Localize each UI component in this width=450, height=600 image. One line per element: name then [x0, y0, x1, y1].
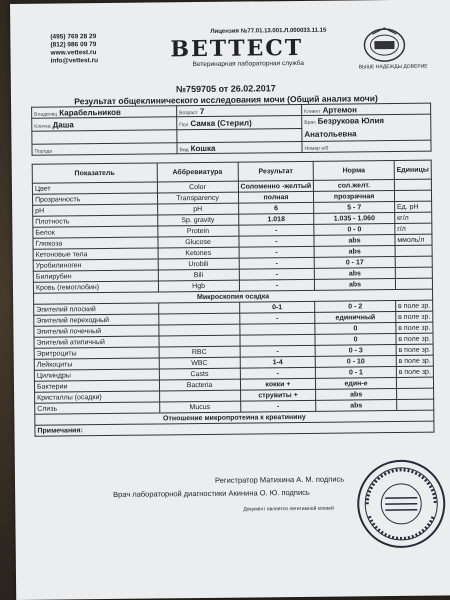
unit-value: в поле зр. — [396, 366, 433, 377]
license-number: Лицензия №77.01.13.001.Л.000033.11.15 — [210, 27, 327, 35]
abbreviation: Urobili — [158, 258, 239, 270]
registrar-signature: Регистратор Матихина А. М. подпись — [214, 474, 345, 485]
norm-value: единичный — [315, 311, 396, 323]
unit-value — [396, 388, 433, 399]
logo-caption: ВЫШЕ НАДЕЖДЫ ДОВЕРИЕ — [358, 63, 428, 71]
result-value: 6 — [238, 202, 314, 214]
result-value — [240, 334, 316, 346]
result-value: струвиты + — [240, 389, 316, 401]
norm-value: 1.035 - 1.060 — [314, 212, 395, 224]
unit-value — [396, 399, 433, 410]
indicator-name: Лейкоциты — [34, 358, 159, 370]
result-value: 0-1 — [239, 301, 315, 313]
result-value: Соломенно -желтый — [238, 180, 314, 192]
indicator-name: Эпителий почечный — [34, 325, 159, 337]
unit-value: Ед. pH — [394, 201, 431, 212]
abbreviation: Mucus — [159, 401, 240, 413]
norm-value: 0 - 2 — [315, 300, 396, 312]
result-value: 1.018 — [238, 213, 314, 225]
phone-1: (495) 769 28 29 — [50, 33, 97, 41]
norm-value: 0 - 17 — [314, 256, 395, 268]
norm-value: abs — [314, 245, 395, 257]
indicator-name: Кристаллы (осадки) — [35, 391, 160, 403]
col-norm: Норма — [313, 160, 394, 180]
abbreviation: Glucose — [158, 236, 239, 248]
breed-cell: Порода — [32, 143, 177, 156]
result-value: - — [238, 224, 314, 236]
col-abbreviation: Аббревиатура — [157, 162, 238, 182]
sex-cell: Пол Самка (Стерил) — [177, 115, 302, 129]
unit-value — [395, 245, 432, 256]
indicator-name: Кровь (гемоглобин) — [33, 281, 158, 293]
norm-value: 0 - 1 — [316, 366, 397, 378]
unit-value — [394, 179, 431, 190]
indicator-name: Цилиндры — [34, 369, 159, 381]
unit-value: в поле зр. — [396, 344, 433, 355]
abbreviation: RBC — [159, 346, 240, 358]
norm-value: един-е — [316, 377, 397, 389]
norm-value: abs — [315, 278, 396, 290]
indicator-name: Кетоновые тела — [33, 248, 158, 260]
result-value: 1-4 — [240, 356, 316, 368]
abbreviation: Protein — [157, 225, 238, 237]
unit-value: в поле зр. — [396, 311, 433, 322]
unit-value: г/л — [395, 223, 432, 234]
result-value: полная — [238, 191, 314, 203]
norm-value: 0 — [315, 333, 396, 345]
abbreviation: Color — [157, 181, 238, 193]
indicator-name: Плотность — [33, 215, 158, 227]
indicator-name: Эпителий атипичный — [34, 336, 159, 348]
indicator-name: Цвет — [32, 182, 157, 194]
unit-value: ммоль/л — [395, 234, 432, 245]
result-value: - — [239, 246, 315, 258]
norm-value: 5 - 7 — [314, 201, 395, 213]
result-value: - — [240, 400, 316, 412]
abbreviation — [158, 302, 239, 314]
lab-report-sheet — [10, 0, 450, 600]
norm-value: прозрачная — [314, 190, 395, 202]
unit-value — [395, 267, 432, 278]
report-title: Результат общеклинического исследования мочи (Общий анализ мочи) — [74, 93, 378, 107]
notes-row: Примечания: — [35, 421, 434, 436]
result-value — [239, 323, 315, 335]
brand-subtitle: Ветеринарная лабораторная служба — [192, 59, 305, 69]
indicator-name: Билирубин — [33, 270, 158, 282]
abbreviation: pH — [157, 203, 238, 215]
indicator-name: Уробилиноген — [33, 259, 158, 271]
indicator-name: Эпителий переходный — [34, 314, 159, 326]
microscopy-section-title: Микроскопия осадка — [34, 289, 433, 304]
norm-value: 0 - 10 — [315, 355, 396, 367]
brand-name: ВЕТТЕСТ — [170, 34, 304, 63]
col-units: Единицы — [394, 160, 431, 179]
abbreviation: Transparency — [157, 192, 238, 204]
owner-cell: Владелец Карабельников — [32, 106, 177, 119]
nickname-cell: Кличка Даша — [32, 117, 177, 132]
result-value: - — [240, 367, 316, 379]
abbreviation — [159, 335, 240, 347]
col-result: Результат — [238, 161, 314, 181]
results-table — [32, 160, 435, 437]
unit-value — [395, 256, 432, 267]
unit-value: в поле зр. — [395, 300, 432, 311]
abbreviation: Ketones — [158, 247, 239, 259]
col-indicator: Показатель — [32, 163, 157, 183]
indicator-name: Слизь — [35, 402, 160, 414]
contacts-block — [50, 33, 98, 65]
indicator-name: Эпителий плоский — [34, 303, 159, 315]
unit-value — [395, 278, 432, 289]
species-cell: Вид Кошка — [177, 141, 302, 153]
indicator-name: Эритроциты — [34, 347, 159, 359]
result-value: - — [239, 235, 315, 247]
indicator-name: Прозрачность — [32, 193, 157, 205]
phone-2: (812) 986 09 79 — [50, 41, 97, 49]
doctor-cell: Врач Безрукова Юлия Анатольевна — [302, 114, 431, 141]
unit-value: в поле зр. — [396, 322, 433, 333]
result-value: - — [239, 257, 315, 269]
abbreviation: Bili — [158, 269, 239, 281]
norm-value: 0 - 0 — [314, 223, 395, 235]
abbreviation: Casts — [159, 368, 240, 380]
doctor-signature: Врач лабораторной диагностики Акинина О. Ю. подпись — [113, 487, 310, 499]
report-number: №759705 от 26.02.2017 — [175, 83, 276, 95]
norm-value: 0 — [315, 322, 396, 334]
result-value: - — [240, 345, 316, 357]
legitimacy-note: Документ является легитимной копией — [243, 505, 334, 513]
indicator-name: Бактерии — [34, 380, 159, 392]
lab-stamp-icon — [355, 457, 448, 550]
unit-value: в поле зр. — [396, 333, 433, 344]
unit-value — [394, 190, 431, 201]
card-cell: Номер и/б — [302, 140, 431, 152]
norm-value: abs — [316, 388, 397, 400]
abbreviation — [158, 313, 239, 325]
indicator-name: Белок — [33, 226, 158, 238]
patient-info-table — [31, 103, 431, 156]
abbreviation — [158, 324, 239, 336]
abbreviation: Hgb — [158, 280, 239, 292]
abbreviation: Sp. gravity — [157, 214, 238, 226]
norm-value: сол.желт. — [314, 179, 395, 191]
age-cell: Возраст 7 — [177, 104, 302, 116]
client-cell: Клиент Артемон — [302, 103, 431, 115]
unit-value: в поле зр. — [396, 355, 433, 366]
norm-value: abs — [314, 234, 395, 246]
norm-value: abs — [316, 399, 397, 411]
result-value: кокки + — [240, 378, 316, 390]
result-value: - — [239, 279, 315, 291]
abbreviation: WBC — [159, 357, 240, 369]
vettest-logo-icon — [362, 26, 406, 64]
norm-value: 0 - 3 — [315, 344, 396, 356]
unit-value: кг/л — [395, 212, 432, 223]
abbreviation: Bacteria — [159, 379, 240, 391]
indicator-name: Глюкоза — [33, 237, 158, 249]
abbreviation — [159, 390, 240, 402]
email: info@vettest.ru — [50, 57, 99, 65]
indicator-name: pH — [33, 204, 158, 216]
unit-value — [396, 377, 433, 388]
result-value: - — [239, 268, 315, 280]
norm-value: abs — [315, 267, 396, 279]
website: www.vettest.ru — [50, 49, 97, 57]
ratio-row: Отношение микропротеина к креатинину — [35, 410, 434, 425]
result-value: - — [239, 312, 315, 324]
